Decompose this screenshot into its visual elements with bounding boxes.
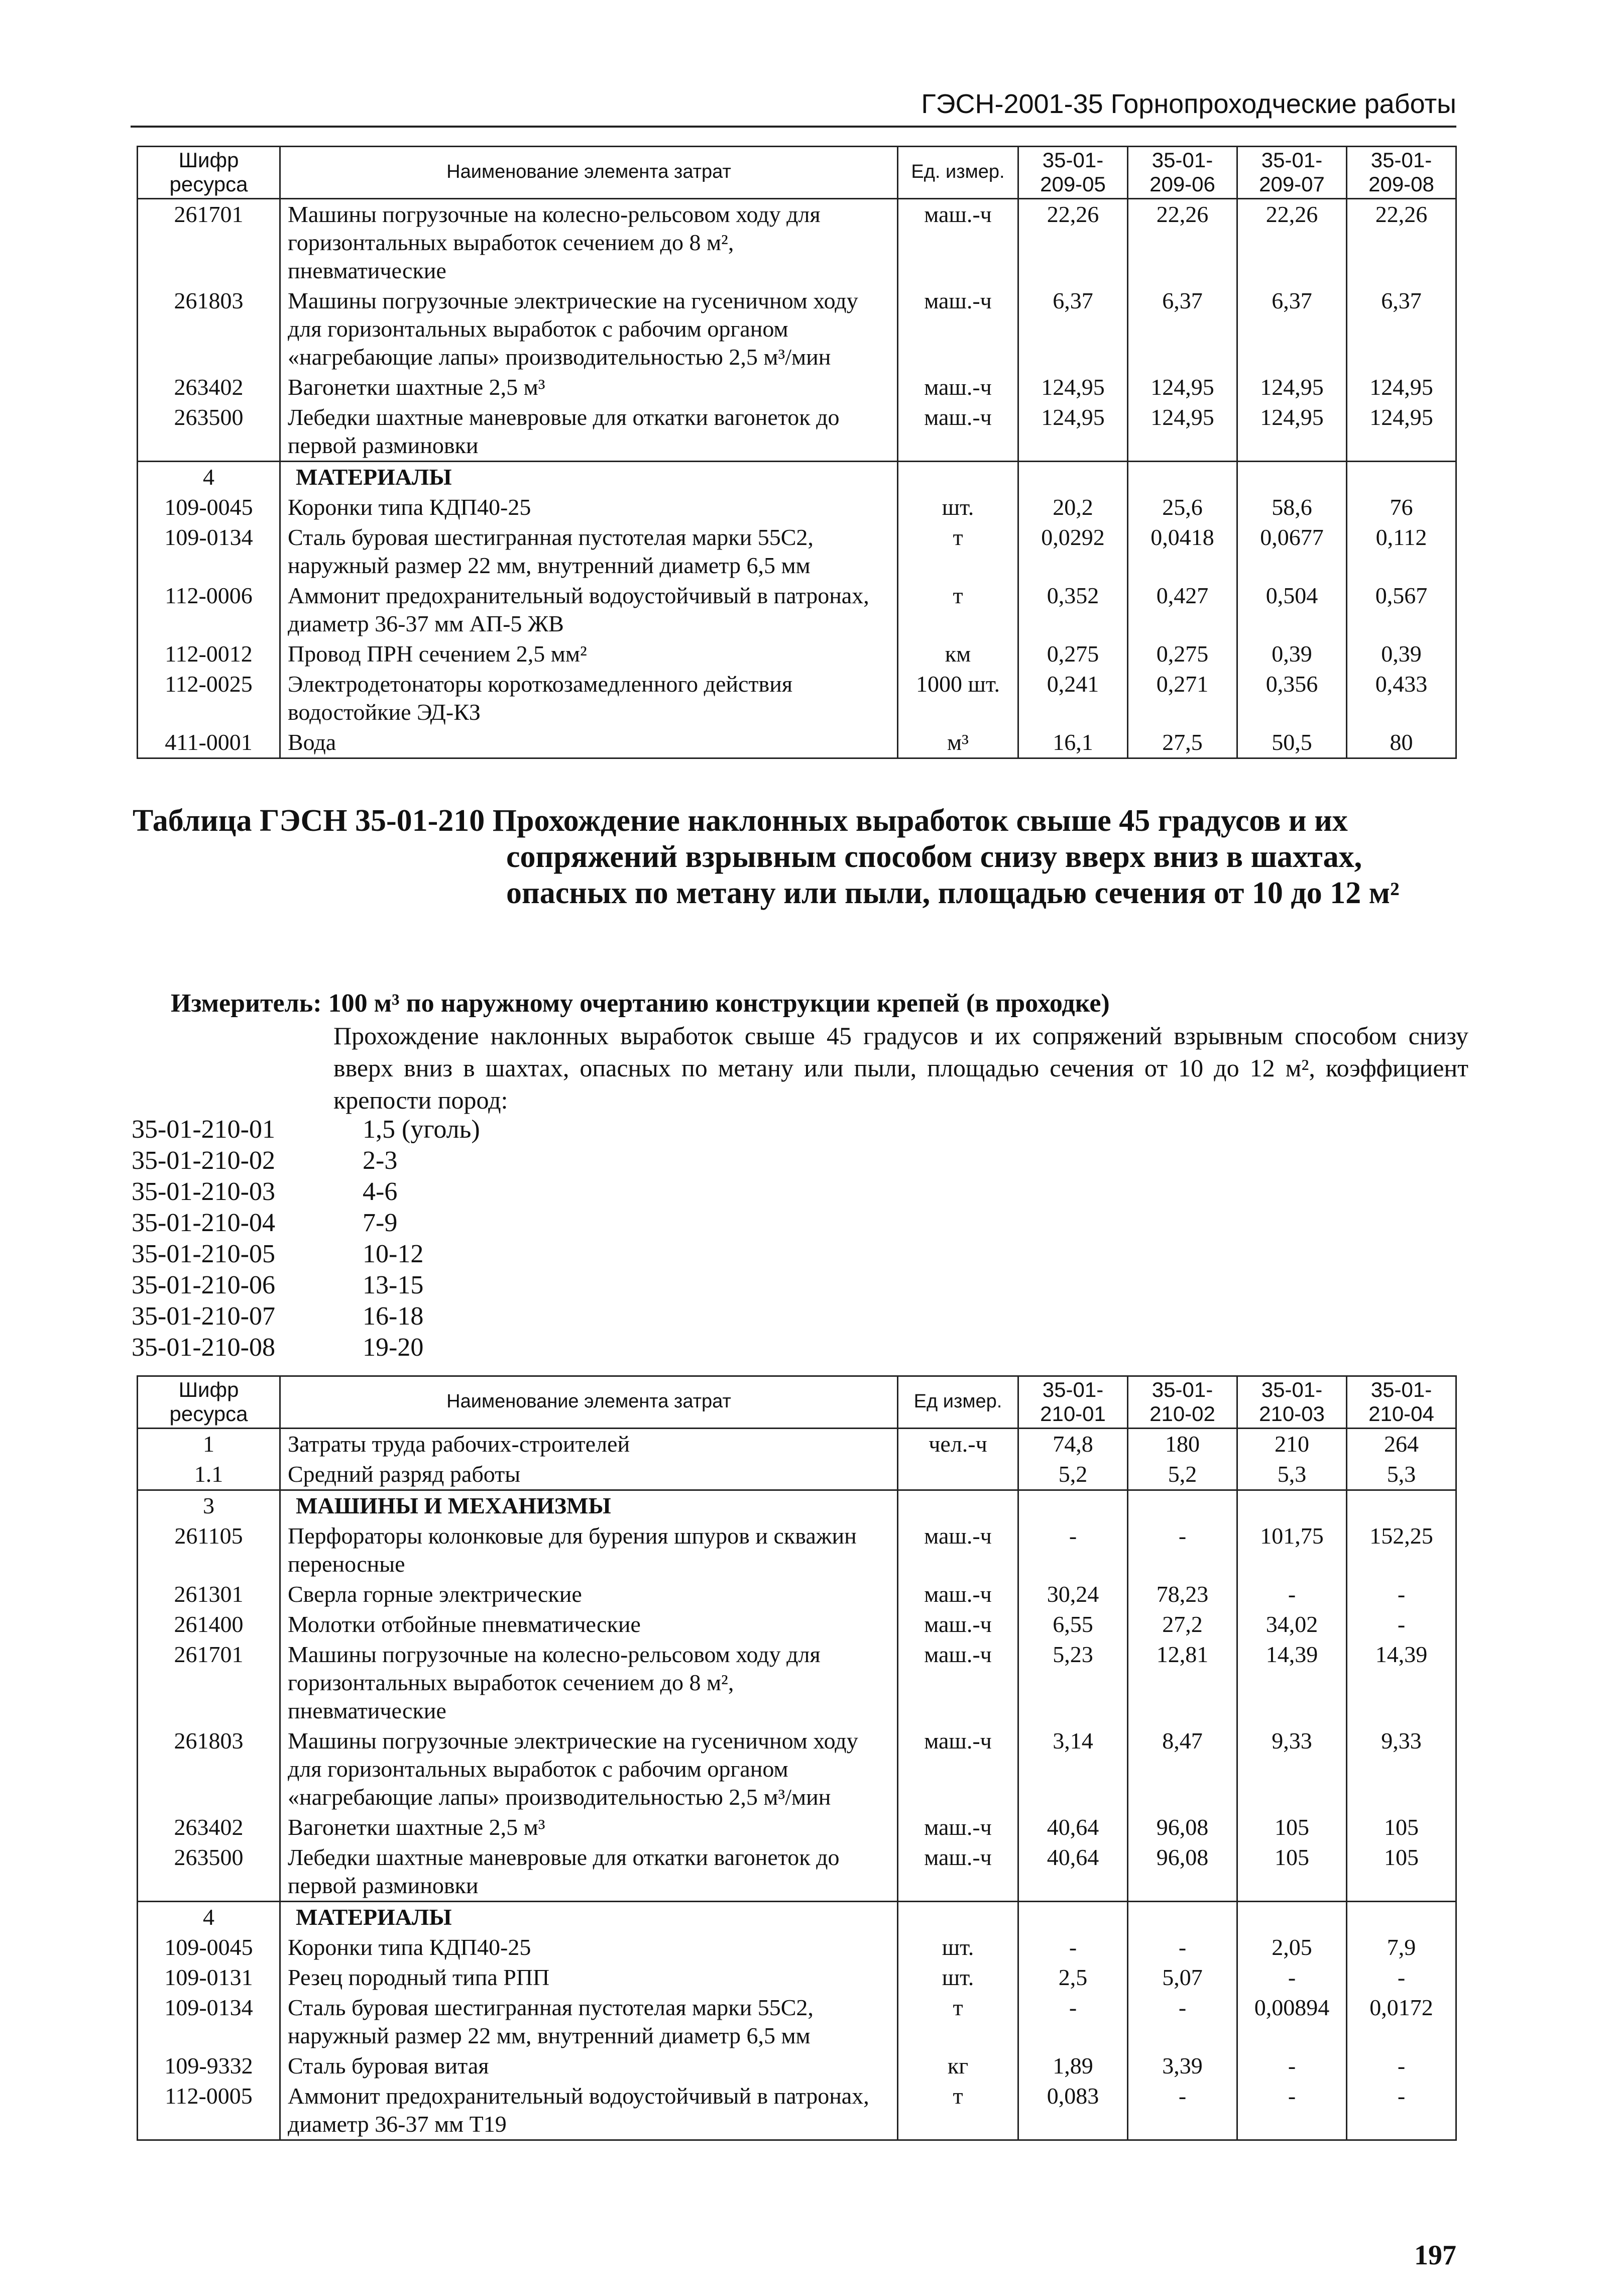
element-name: Вода: [280, 727, 898, 758]
resource-code: 261803: [138, 286, 280, 372]
norm-value: [1018, 461, 1128, 492]
resource-code: 112-0006: [138, 581, 280, 639]
section-row: [138, 1490, 1456, 1521]
norm-value: 27,2: [1128, 1609, 1237, 1639]
resource-code: 261400: [138, 1609, 280, 1639]
table-row: [138, 1932, 1456, 1962]
header-norm-col: 35-01-210-02: [1128, 1376, 1237, 1429]
norm-value: 1,89: [1018, 2051, 1128, 2081]
element-name: Провод ПРН сечением 2,5 мм²: [280, 639, 898, 669]
unit-cell: шт.: [898, 492, 1018, 522]
norm-value: -: [1128, 1993, 1237, 2051]
norm-value: 20,2: [1018, 492, 1128, 522]
norm-value: 6,37: [1128, 286, 1237, 372]
table-row: [138, 1609, 1456, 1639]
norm-value: 27,5: [1128, 727, 1237, 758]
section-title: [133, 803, 1468, 911]
table-row: [138, 1842, 1456, 1902]
unit-cell: т: [898, 581, 1018, 639]
norm-value: 0,275: [1128, 639, 1237, 669]
norm-value: 5,23: [1018, 1639, 1128, 1726]
unit-cell: т: [898, 2081, 1018, 2140]
resource-code: 263402: [138, 1812, 280, 1842]
variant-item: [132, 1208, 480, 1239]
resource-code: 261803: [138, 1726, 280, 1812]
header-element-name: Наименование элемента затрат: [280, 1376, 898, 1429]
unit-cell: [898, 1901, 1018, 1932]
norm-value: [1237, 1490, 1347, 1521]
element-name: Сталь буровая витая: [280, 2051, 898, 2081]
table-row: [138, 372, 1456, 402]
table-row: [138, 727, 1456, 758]
element-name: Лебедки шахтные маневровые для откатки вагонеток до первой разминовки: [280, 1842, 898, 1902]
table-row: [138, 198, 1456, 286]
norm-value: 0,112: [1347, 522, 1456, 581]
header-norm-col: 35-01-209-08: [1347, 147, 1456, 199]
norm-value: 80: [1347, 727, 1456, 758]
variant-value: 2-3: [363, 1146, 398, 1175]
norm-value: 22,26: [1347, 198, 1456, 286]
norm-value: 7,9: [1347, 1932, 1456, 1962]
variant-item: [132, 1176, 480, 1208]
unit-cell: кг: [898, 2051, 1018, 2081]
resource-code: 112-0012: [138, 639, 280, 669]
variant-value: 1,5 (уголь): [363, 1115, 480, 1144]
header-resource-code: Шифр ресурса: [138, 1376, 280, 1429]
element-name: Перфораторы колонковые для бурения шпуров и скважин переносные: [280, 1521, 898, 1579]
measure-description: Прохождение наклонных выработок свыше 45 градусов и их сопряжений взрывным способом снизу вверх вниз в шахтах, опасных по метану или пыли, площадью сечения от 10 до 12 м², коэффициент крепости пород:: [333, 1022, 1468, 1114]
header-resource-code: Шифр ресурса: [138, 147, 280, 199]
table-row: [138, 1428, 1456, 1459]
norm-value: 9,33: [1237, 1726, 1347, 1812]
element-name: Лебедки шахтные маневровые для откатки вагонеток до первой разминовки: [280, 402, 898, 462]
variant-item: [132, 1239, 480, 1270]
resource-code: 261105: [138, 1521, 280, 1579]
norm-value: [1347, 461, 1456, 492]
norm-value: 14,39: [1347, 1639, 1456, 1726]
table-row: [138, 1962, 1456, 1993]
unit-cell: [898, 461, 1018, 492]
resource-code: 109-0134: [138, 522, 280, 581]
unit-cell: чел.-ч: [898, 1428, 1018, 1459]
norm-value: 25,6: [1128, 492, 1237, 522]
norm-value: 34,02: [1237, 1609, 1347, 1639]
variant-value: 4-6: [363, 1177, 398, 1206]
norm-value: 0,427: [1128, 581, 1237, 639]
norm-value: 152,25: [1347, 1521, 1456, 1579]
section-title-lead: Таблица ГЭСН 35-01-210 Прохождение наклонных выработок свыше 45 градусов и их: [133, 804, 1348, 838]
table-header-row: [138, 147, 1456, 199]
norm-value: 0,39: [1347, 639, 1456, 669]
variant-code: 35-01-210-03: [132, 1177, 275, 1206]
element-name: Сталь буровая шестигранная пустотелая марки 55С2, наружный размер 22 мм, внутренний диаметр 6,5 мм: [280, 1993, 898, 2051]
norm-value: 124,95: [1128, 402, 1237, 462]
resource-code: 4: [138, 461, 280, 492]
table-row: [138, 581, 1456, 639]
table-row: [138, 669, 1456, 727]
norm-value: 264: [1347, 1428, 1456, 1459]
element-name: [280, 1490, 898, 1521]
unit-cell: шт.: [898, 1962, 1018, 1993]
resource-code: 112-0025: [138, 669, 280, 727]
measure-line: [171, 988, 1456, 1020]
resource-table-210: [137, 1375, 1457, 2141]
norm-value: 0,275: [1018, 639, 1128, 669]
variant-item: [132, 1145, 480, 1176]
norm-value: -: [1018, 1932, 1128, 1962]
norm-value: 6,37: [1237, 286, 1347, 372]
norm-value: 12,81: [1128, 1639, 1237, 1726]
norm-value: 105: [1347, 1812, 1456, 1842]
norm-value: -: [1237, 2081, 1347, 2140]
unit-cell: маш.-ч: [898, 372, 1018, 402]
resource-code: 109-0131: [138, 1962, 280, 1993]
norm-value: 124,95: [1237, 402, 1347, 462]
unit-cell: шт.: [898, 1932, 1018, 1962]
norm-value: -: [1237, 1579, 1347, 1609]
unit-cell: маш.-ч: [898, 1639, 1018, 1726]
header-norm-col: 35-01-209-05: [1018, 147, 1128, 199]
unit-cell: маш.-ч: [898, 1812, 1018, 1842]
variant-code: 35-01-210-06: [132, 1271, 275, 1299]
element-name: Сталь буровая шестигранная пустотелая марки 55С2, наружный размер 22 мм, внутренний диаметр 6,5 мм: [280, 522, 898, 581]
norm-value: -: [1347, 2081, 1456, 2140]
header-norm-col: 35-01-210-03: [1237, 1376, 1347, 1429]
resource-code: 112-0005: [138, 2081, 280, 2140]
measure-label: Измеритель:: [171, 989, 322, 1018]
element-name: Машины погрузочные на колесно-рельсовом ходу для горизонтальных выработок сечением до 8 м², пневматические: [280, 198, 898, 286]
unit-cell: м³: [898, 727, 1018, 758]
measure-value: 100 м³ по наружному очертанию конструкции крепей (в проходке): [328, 989, 1110, 1018]
unit-cell: маш.-ч: [898, 1579, 1018, 1609]
resource-code: 109-9332: [138, 2051, 280, 2081]
norm-value: 14,39: [1237, 1639, 1347, 1726]
section-title-cell: МАШИНЫ И МЕХАНИЗМЫ: [296, 1492, 611, 1518]
unit-cell: 1000 шт.: [898, 669, 1018, 727]
unit-cell: маш.-ч: [898, 1726, 1018, 1812]
resource-code: 263500: [138, 402, 280, 462]
table-row: [138, 1726, 1456, 1812]
norm-value: [1237, 1901, 1347, 1932]
norm-value: 96,08: [1128, 1842, 1237, 1902]
table-body: [138, 1428, 1456, 2140]
norm-value: 16,1: [1018, 727, 1128, 758]
element-name: Машины погрузочные на колесно-рельсовом ходу для горизонтальных выработок сечением до 8 м², пневматические: [280, 1639, 898, 1726]
resource-code: 109-0045: [138, 1932, 280, 1962]
table-row: [138, 522, 1456, 581]
norm-value: 22,26: [1018, 198, 1128, 286]
element-name: [280, 461, 898, 492]
variant-value: 7-9: [363, 1209, 398, 1237]
variant-code: 35-01-210-04: [132, 1209, 275, 1237]
norm-value: [1128, 1490, 1237, 1521]
header-unit: Ед измер.: [898, 1376, 1018, 1429]
norm-value: [1237, 461, 1347, 492]
header-norm-col: 35-01-209-06: [1128, 147, 1237, 199]
norm-value: 124,95: [1347, 402, 1456, 462]
norm-value: 5,3: [1347, 1459, 1456, 1490]
norm-value: 180: [1128, 1428, 1237, 1459]
element-name: Коронки типа КДП40-25: [280, 1932, 898, 1962]
unit-cell: маш.-ч: [898, 1609, 1018, 1639]
table-row: [138, 1993, 1456, 2051]
norm-value: 5,07: [1128, 1962, 1237, 1993]
norm-value: [1128, 461, 1237, 492]
norm-value: 6,55: [1018, 1609, 1128, 1639]
norm-value: 3,14: [1018, 1726, 1128, 1812]
norm-value: 0,504: [1237, 581, 1347, 639]
norm-value: 40,64: [1018, 1842, 1128, 1902]
norm-value: 96,08: [1128, 1812, 1237, 1842]
unit-cell: маш.-ч: [898, 402, 1018, 462]
norm-value: -: [1237, 1962, 1347, 1993]
variant-code: 35-01-210-07: [132, 1302, 275, 1331]
table-row: [138, 1521, 1456, 1579]
norm-value: [1128, 1901, 1237, 1932]
table-row: [138, 286, 1456, 372]
norm-value: 76: [1347, 492, 1456, 522]
norm-value: -: [1237, 2051, 1347, 2081]
norm-value: 0,0172: [1347, 1993, 1456, 2051]
norm-value: 50,5: [1237, 727, 1347, 758]
resource-code: 263402: [138, 372, 280, 402]
resource-code: 261701: [138, 1639, 280, 1726]
norm-value: -: [1018, 1993, 1128, 2051]
resource-code: 4: [138, 1901, 280, 1932]
norm-value: 6,37: [1347, 286, 1456, 372]
norm-value: 5,3: [1237, 1459, 1347, 1490]
table-row: [138, 1812, 1456, 1842]
unit-cell: [898, 1490, 1018, 1521]
resource-code: 411-0001: [138, 727, 280, 758]
table-row: [138, 1459, 1456, 1490]
norm-value: [1347, 1901, 1456, 1932]
resource-code: 261701: [138, 198, 280, 286]
section-row: [138, 1901, 1456, 1932]
norm-value: [1018, 1901, 1128, 1932]
table-row: [138, 1579, 1456, 1609]
norm-value: 9,33: [1347, 1726, 1456, 1812]
page-number: 197: [1414, 2240, 1456, 2271]
norm-value: -: [1347, 1962, 1456, 1993]
norm-value: 0,083: [1018, 2081, 1128, 2140]
resource-code: 1: [138, 1428, 280, 1459]
section-title-continuation: сопряжений взрывным способом снизу вверх вниз в шахтах, опасных по метану или пыли, площадью сечения от 10 до 12 м²: [506, 840, 1400, 910]
norm-value: 0,567: [1347, 581, 1456, 639]
norm-value: 124,95: [1237, 372, 1347, 402]
variant-value: 19-20: [363, 1333, 424, 1362]
variant-item: [132, 1301, 480, 1332]
variant-list: [132, 1114, 480, 1363]
unit-cell: км: [898, 639, 1018, 669]
element-name: Резец породный типа РПП: [280, 1962, 898, 1993]
element-name: Коронки типа КДП40-25: [280, 492, 898, 522]
norm-value: 2,5: [1018, 1962, 1128, 1993]
norm-value: 22,26: [1128, 198, 1237, 286]
norm-value: 0,0292: [1018, 522, 1128, 581]
resource-code: 263500: [138, 1842, 280, 1902]
norm-value: 0,0677: [1237, 522, 1347, 581]
element-name: Машины погрузочные электрические на гусеничном ходу для горизонтальных выработок с рабочим органом «нагребающие лапы» производительностью 2,5 м³/мин: [280, 1726, 898, 1812]
table-header-row: [138, 1376, 1456, 1429]
section-row: [138, 461, 1456, 492]
norm-value: 124,95: [1347, 372, 1456, 402]
norm-value: 124,95: [1128, 372, 1237, 402]
unit-cell: маш.-ч: [898, 1521, 1018, 1579]
table-row: [138, 492, 1456, 522]
variant-code: 35-01-210-02: [132, 1146, 275, 1175]
variant-item: [132, 1114, 480, 1145]
table-body: [138, 198, 1456, 758]
norm-value: 105: [1237, 1812, 1347, 1842]
norm-value: 0,39: [1237, 639, 1347, 669]
element-name: Молотки отбойные пневматические: [280, 1609, 898, 1639]
norm-value: -: [1128, 2081, 1237, 2140]
header-norm-col: 35-01-210-01: [1018, 1376, 1128, 1429]
norm-value: 101,75: [1237, 1521, 1347, 1579]
norm-value: 78,23: [1128, 1579, 1237, 1609]
section-title-cell: МАТЕРИАЛЫ: [296, 464, 452, 490]
variant-item: [132, 1270, 480, 1301]
unit-cell: маш.-ч: [898, 1842, 1018, 1902]
unit-cell: т: [898, 1993, 1018, 2051]
resource-code: 3: [138, 1490, 280, 1521]
element-name: Сверла горные электрические: [280, 1579, 898, 1609]
element-name: Аммонит предохранительный водоустойчивый в патронах, диаметр 36-37 мм АП-5 ЖВ: [280, 581, 898, 639]
norm-value: 22,26: [1237, 198, 1347, 286]
norm-value: 5,2: [1128, 1459, 1237, 1490]
norm-value: 0,271: [1128, 669, 1237, 727]
norm-value: 124,95: [1018, 372, 1128, 402]
norm-value: 2,05: [1237, 1932, 1347, 1962]
element-name: Средний разряд работы: [280, 1459, 898, 1490]
norm-value: 74,8: [1018, 1428, 1128, 1459]
table-row: [138, 2081, 1456, 2140]
header-unit: Ед. измер.: [898, 147, 1018, 199]
element-name: Вагонетки шахтные 2,5 м³: [280, 1812, 898, 1842]
unit-cell: [898, 1459, 1018, 1490]
norm-value: -: [1018, 1521, 1128, 1579]
element-name: Затраты труда рабочих-строителей: [280, 1428, 898, 1459]
element-name: Машины погрузочные электрические на гусеничном ходу для горизонтальных выработок с рабочим органом «нагребающие лапы» производительностью 2,5 м³/мин: [280, 286, 898, 372]
variant-code: 35-01-210-05: [132, 1240, 275, 1268]
variant-value: 13-15: [363, 1271, 424, 1299]
resource-code: 1.1: [138, 1459, 280, 1490]
norm-value: 30,24: [1018, 1579, 1128, 1609]
variant-item: [132, 1332, 480, 1363]
norm-value: 105: [1237, 1842, 1347, 1902]
section-title-cell: МАТЕРИАЛЫ: [296, 1904, 452, 1930]
norm-value: 210: [1237, 1428, 1347, 1459]
table-row: [138, 639, 1456, 669]
element-name: [280, 1901, 898, 1932]
resource-table-209: [137, 146, 1457, 759]
norm-value: 6,37: [1018, 286, 1128, 372]
element-name: Электродетонаторы короткозамедленного действия водостойкие ЭД-КЗ: [280, 669, 898, 727]
variant-code: 35-01-210-01: [132, 1115, 275, 1144]
running-header: ГЭСН-2001-35 Горнопроходческие работы: [131, 88, 1456, 128]
resource-code: 109-0134: [138, 1993, 280, 2051]
norm-value: -: [1128, 1932, 1237, 1962]
norm-value: [1347, 1490, 1456, 1521]
unit-cell: маш.-ч: [898, 286, 1018, 372]
variant-code: 35-01-210-08: [132, 1333, 275, 1362]
norm-value: 3,39: [1128, 2051, 1237, 2081]
norm-value: 0,241: [1018, 669, 1128, 727]
norm-value: 8,47: [1128, 1726, 1237, 1812]
norm-value: -: [1347, 2051, 1456, 2081]
norm-value: 0,352: [1018, 581, 1128, 639]
variant-value: 10-12: [363, 1240, 424, 1268]
unit-cell: т: [898, 522, 1018, 581]
unit-cell: маш.-ч: [898, 198, 1018, 286]
norm-value: 0,356: [1237, 669, 1347, 727]
norm-value: -: [1128, 1521, 1237, 1579]
table-row: [138, 402, 1456, 462]
resource-code: 109-0045: [138, 492, 280, 522]
resource-code: 261301: [138, 1579, 280, 1609]
norm-value: 5,2: [1018, 1459, 1128, 1490]
table-row: [138, 2051, 1456, 2081]
norm-value: -: [1347, 1579, 1456, 1609]
norm-value: 0,433: [1347, 669, 1456, 727]
variant-value: 16-18: [363, 1302, 424, 1331]
norm-value: [1018, 1490, 1128, 1521]
element-name: Вагонетки шахтные 2,5 м³: [280, 372, 898, 402]
norm-value: 105: [1347, 1842, 1456, 1902]
norm-value: 0,00894: [1237, 1993, 1347, 2051]
header-norm-col: 35-01-209-07: [1237, 147, 1347, 199]
norm-value: 58,6: [1237, 492, 1347, 522]
header-element-name: Наименование элемента затрат: [280, 147, 898, 199]
table-row: [138, 1639, 1456, 1726]
norm-value: 40,64: [1018, 1812, 1128, 1842]
element-name: Аммонит предохранительный водоустойчивый в патронах, диаметр 36-37 мм Т19: [280, 2081, 898, 2140]
norm-value: -: [1347, 1609, 1456, 1639]
header-norm-col: 35-01-210-04: [1347, 1376, 1456, 1429]
norm-value: 124,95: [1018, 402, 1128, 462]
norm-value: 0,0418: [1128, 522, 1237, 581]
